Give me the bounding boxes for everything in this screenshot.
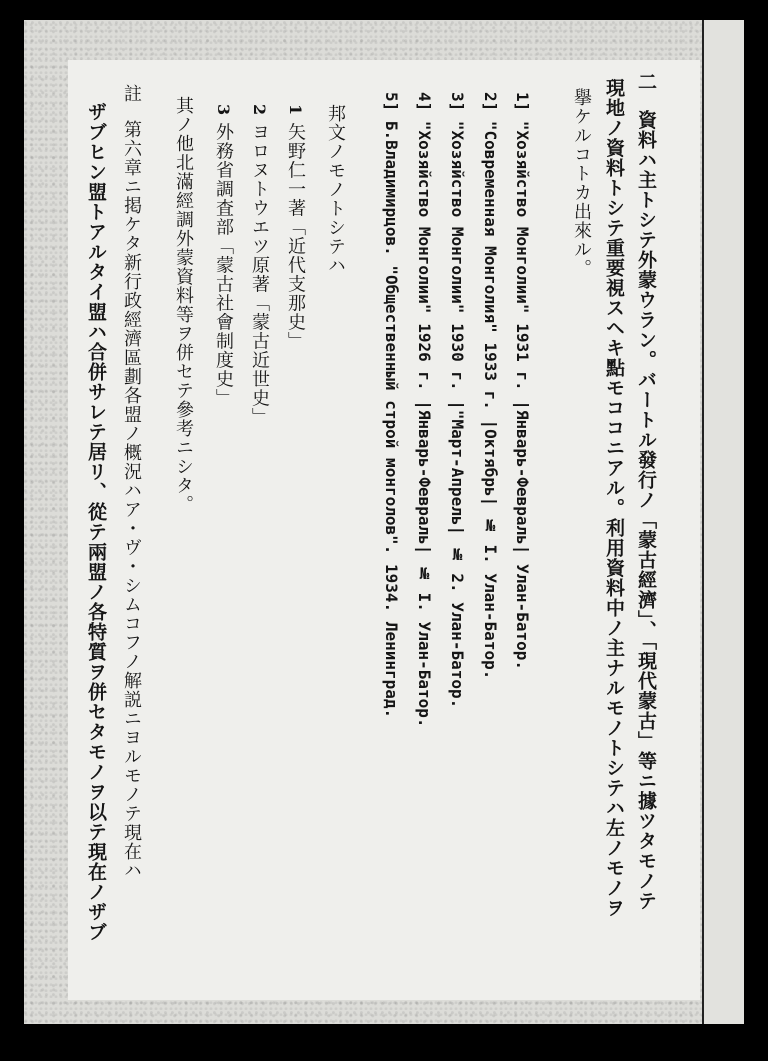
footnote-line-2: ザブヒン盟トアルタイ盟ハ合併サレテ居リ、從テ兩盟ノ各特質ヲ併セタモノヲ以テ現在ノザブ	[85, 102, 107, 942]
document-page	[24, 20, 744, 1024]
section-mark: 二	[635, 72, 657, 92]
source-jp-num: 2	[250, 104, 269, 117]
paragraph-line-2: 現地ノ資料トシテ重要視スヘキ點モココニアル。利用資料中ノ主ナルモノトシテハ左ノモノヲ	[603, 78, 625, 918]
source-ru-3	[449, 92, 465, 708]
source-ru-5	[383, 92, 399, 718]
source-jp-3	[214, 104, 232, 408]
source-ru-2	[482, 92, 498, 679]
source-ru-num: 5]	[382, 92, 401, 112]
source-ru-text: "Хозяйство Монголии" 1930 г. |"Март-Апрель| № 2. Улан-Батор.	[448, 120, 467, 709]
source-jp-text: 外務省調査部「蒙古社會制度史」	[213, 122, 234, 408]
paragraph-line-1: 資料ハ主トシテ外蒙ウラン。バートル發行ノ「蒙古經濟」、「現代蒙古」等ニ據ツタモノテ	[635, 110, 657, 911]
source-ru-num: 1]	[513, 92, 532, 112]
source-ru-text: Б.Владимирцов. "Общественный строй монголов". 1934. Ленинград.	[382, 120, 401, 719]
source-jp-text: 矢野仁一著「近代支那史」	[285, 122, 306, 351]
source-ru-text: "Хозяйство Монголии" 1926 г. |Январь-Февраль| № I. Улан-Батор.	[415, 120, 434, 728]
source-ru-text: "Хозяйство Монголии" 1931 г. |Январь-Февраль| Улан-Батор.	[513, 120, 532, 670]
source-jp-num: 3	[214, 104, 233, 117]
source-ru-text: "Современная Монголия" 1933 г. |Октябрь| № I. Улан-Батор.	[481, 120, 500, 680]
note-line: 其ノ他北滿經調外蒙資料等ヲ併セテ參考ニシタ。	[173, 96, 194, 514]
footnote-mark: 註	[121, 84, 142, 103]
source-ru-num: 3]	[448, 92, 467, 112]
japanese-intro: 邦文ノモノトシテハ	[325, 104, 346, 275]
source-ru-num: 2]	[481, 92, 500, 112]
paragraph-line-3: 擧ケルコトカ出來ル。	[571, 88, 592, 278]
source-ru-4	[416, 92, 432, 728]
source-ru-num: 4]	[415, 92, 434, 112]
source-jp-1	[286, 104, 304, 351]
footnote-line-1: 第六章ニ掲ケタ新行政經濟區劃各盟ノ概況ハア・ヴ・シムコフノ解説ニヨルモノテ現在ハ	[121, 120, 142, 880]
source-jp-2	[250, 104, 268, 427]
source-ru-1	[514, 92, 530, 670]
source-jp-text: ヨロヌトウエツ原著「蒙古近世史」	[249, 122, 270, 427]
source-jp-num: 1	[286, 104, 305, 117]
page-edge	[702, 20, 744, 1024]
